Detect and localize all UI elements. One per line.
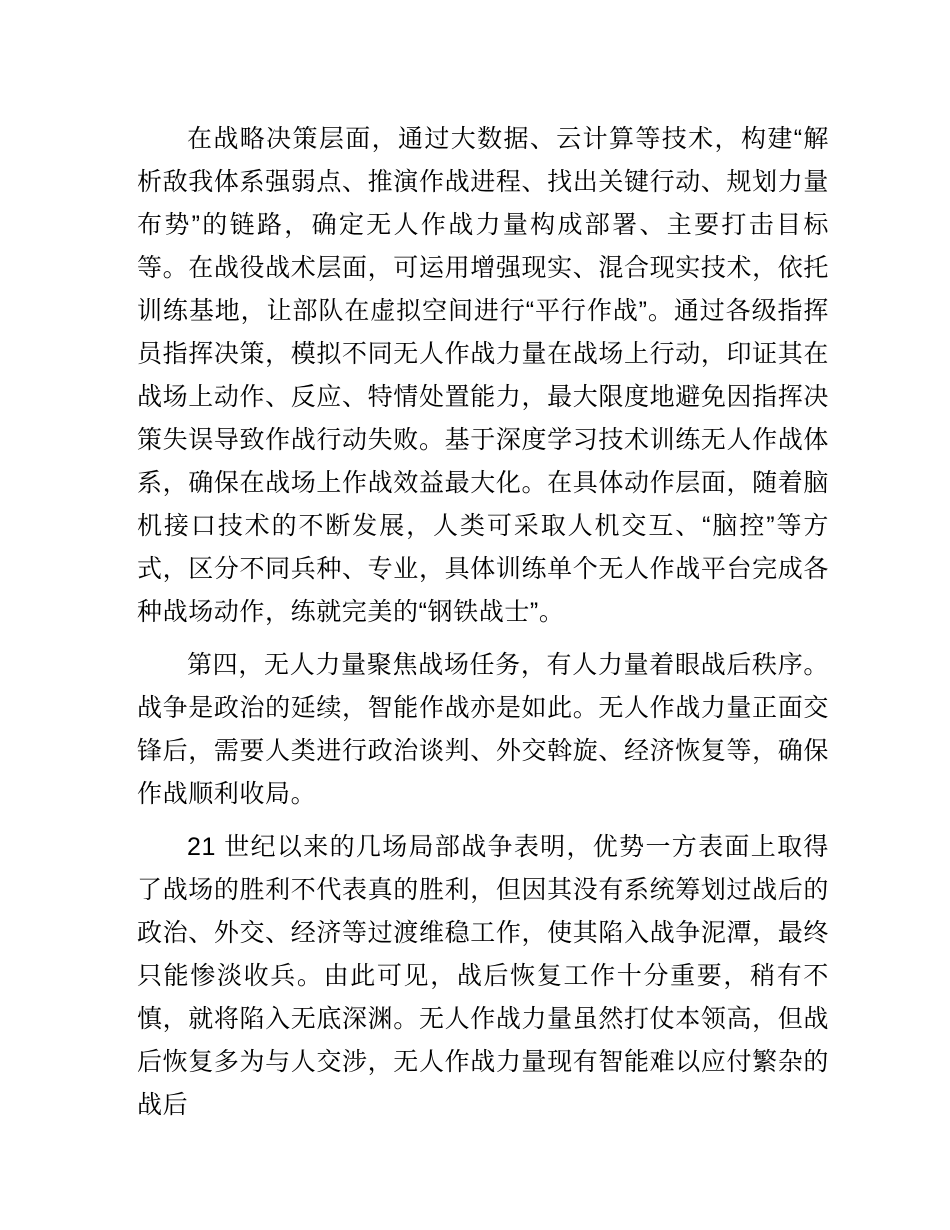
paragraph: 在战略决策层面，通过大数据、云计算等技术，构建“解析敌我体系强弱点、推演作战进程、找出关键行动、规划力量布势”的链路，确定无人作战力量构成部署、主要打击目标等。在战役战术层面，可运用增强现实、混合现实技术，依托训练基地，让部队在虚拟空间进行“平行作战”。通过各级指挥员指挥决策，模拟不同无人作战力量在战场上行动，印证其在战场上动作、反应、特情处置能力，最大限度地避免因指挥决策失误导致作战行动失败。基于深度学习技术训练无人作战体系，确保在战场上作战效益最大化。在具体动作层面，随着脑机接口技术的不断发展，人类可采取人机交互、“脑控”等方式，区分不同兵种、专业，具体训练单个无人作战平台完成各种战场动作，练就完美的“钢铁战士”。 <box>137 125 829 626</box>
document-body <box>137 118 829 1137</box>
paragraph: 第四，无人力量聚焦战场任务，有人力量着眼战后秩序。战争是政治的延续，智能作战亦是如此。无人作战力量正面交锋后，需要人类进行政治谈判、外交斡旋、经济恢复等，确保作战顺利收局。 <box>137 651 829 808</box>
paragraph: 21 世纪以来的几场局部战争表明，优势一方表面上取得了战场的胜利不代表真的胜利，但因其没有系统筹划过战后的政治、外交、经济等过渡维稳工作，使其陷入战争泥潭，最终只能惨淡收兵。由此可见，战后恢复工作十分重要，稍有不慎，就将陷入无底深渊。无人作战力量虽然打仗本领高，但战后恢复多为与人交涉，无人作战力量现有智能难以应付繁杂的战后 <box>137 833 829 1119</box>
